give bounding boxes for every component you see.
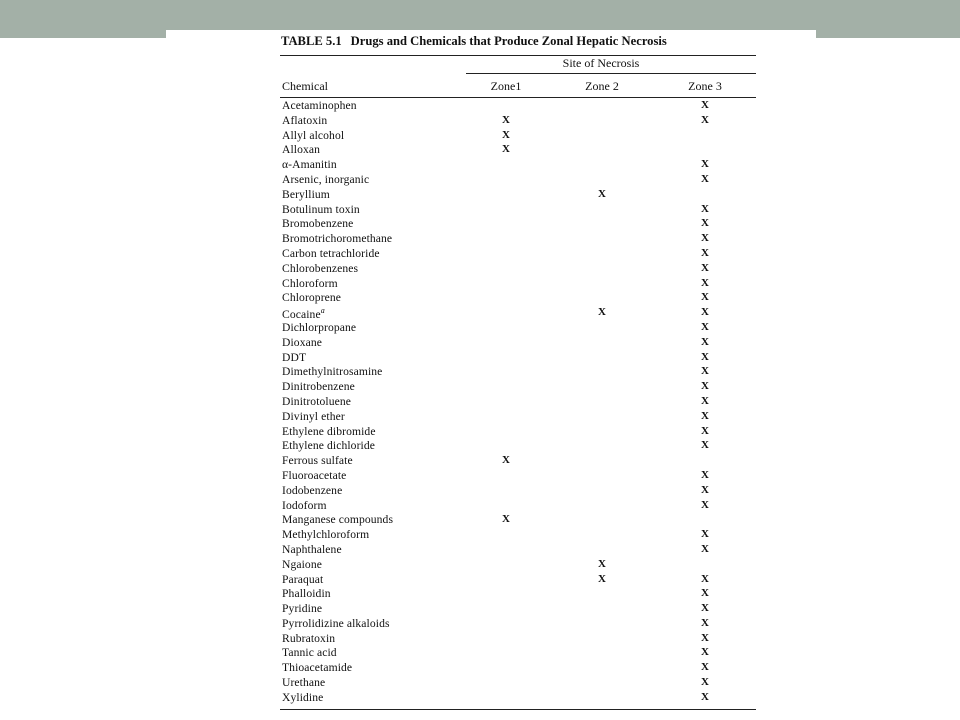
chemical-name: Ferrous sulfate xyxy=(282,454,353,468)
table-row xyxy=(166,617,816,632)
table-row xyxy=(166,291,816,306)
zone3-mark: X xyxy=(701,320,709,333)
zone3-mark: X xyxy=(701,365,709,378)
chemical-name: Chloroform xyxy=(282,276,338,290)
chemical-name: Bromotrichoromethane xyxy=(282,232,393,246)
zone3-mark: X xyxy=(701,439,709,452)
column-header-zone2: Zone 2 xyxy=(585,79,619,93)
table-row xyxy=(166,188,816,203)
chemical-name: Allyl alcohol xyxy=(282,128,345,142)
zone3-mark: X xyxy=(701,587,709,600)
chemical-name: Pyridine xyxy=(282,602,323,616)
chemical-name: Ethylene dichloride xyxy=(282,439,376,453)
chemical-name: Chlorobenzenes xyxy=(282,261,359,275)
zone3-mark: X xyxy=(701,202,709,215)
zone3-mark: X xyxy=(701,409,709,422)
chemical-name: Paraquat xyxy=(282,572,324,586)
zone3-mark: X xyxy=(701,158,709,171)
chemical-name: Manganese compounds xyxy=(282,513,394,527)
table-bottom-rule xyxy=(280,709,756,710)
table-row xyxy=(166,99,816,114)
zone2-mark: X xyxy=(598,306,606,319)
zone1-mark: X xyxy=(502,454,510,467)
chemical-name: Chloroprene xyxy=(282,291,342,305)
chemical-name: Rubratoxin xyxy=(282,631,336,645)
chemical-name: Arsenic, inorganic xyxy=(282,172,370,186)
table-row xyxy=(166,439,816,454)
zone1-mark: X xyxy=(502,113,510,126)
table-row xyxy=(166,543,816,558)
table-row xyxy=(166,277,816,292)
zone3-mark: X xyxy=(701,542,709,555)
table-row xyxy=(166,336,816,351)
table-row xyxy=(166,573,816,588)
chemical-name: Dimethylnitrosamine xyxy=(282,365,383,379)
zone3-mark: X xyxy=(701,350,709,363)
chemical-name: Aflatoxin xyxy=(282,113,328,127)
table-row xyxy=(166,114,816,129)
table-number: TABLE 5.1 xyxy=(281,34,342,48)
chemical-name: Tannic acid xyxy=(282,646,337,660)
chemical-name: DDT xyxy=(282,350,307,364)
zone3-mark: X xyxy=(701,113,709,126)
chemical-name: Alloxan xyxy=(282,143,321,157)
zone3-mark: X xyxy=(701,232,709,245)
table-row xyxy=(166,676,816,691)
table-row xyxy=(166,484,816,499)
zone3-mark: X xyxy=(701,335,709,348)
zone1-mark: X xyxy=(502,143,510,156)
table-row xyxy=(166,173,816,188)
table-row xyxy=(166,691,816,706)
table-row xyxy=(166,262,816,277)
table-row xyxy=(166,203,816,218)
chemical-name: Thioacetamide xyxy=(282,661,353,675)
zone3-mark: X xyxy=(701,528,709,541)
zone3-mark: X xyxy=(701,483,709,496)
table-row xyxy=(166,425,816,440)
table-row xyxy=(166,632,816,647)
zone3-mark: X xyxy=(701,246,709,259)
table-row xyxy=(166,646,816,661)
chemical-name: Dioxane xyxy=(282,335,322,349)
column-header-chemical: Chemical xyxy=(282,79,328,93)
table-row xyxy=(166,232,816,247)
table-row xyxy=(166,513,816,528)
table-row xyxy=(166,217,816,232)
zone3-mark: X xyxy=(701,572,709,585)
table-row xyxy=(166,351,816,366)
zone3-mark: X xyxy=(701,380,709,393)
chemical-name: Dinitrobenzene xyxy=(282,380,355,394)
table-row xyxy=(166,247,816,262)
table-row xyxy=(166,410,816,425)
chemical-name: Fluoroacetate xyxy=(282,468,347,482)
zone3-mark: X xyxy=(701,690,709,703)
table-title: Drugs and Chemicals that Produce Zonal Hepatic Necrosis xyxy=(350,34,667,48)
chemical-name: Urethane xyxy=(282,676,326,690)
table-row xyxy=(166,321,816,336)
table-row xyxy=(166,587,816,602)
zone3-mark: X xyxy=(701,261,709,274)
footnote-marker: a xyxy=(320,306,325,316)
table-row xyxy=(166,365,816,380)
zone3-mark: X xyxy=(701,276,709,289)
zone3-mark: X xyxy=(701,172,709,185)
table-row xyxy=(166,129,816,144)
chemical-name: Ngaione xyxy=(282,557,322,571)
site-of-necrosis-header: Site of Necrosis xyxy=(562,56,640,70)
chemical-name: Xylidine xyxy=(282,690,324,704)
table-row xyxy=(166,469,816,484)
chemical-name: Divinyl ether xyxy=(282,409,345,423)
zone3-mark: X xyxy=(701,424,709,437)
table-body xyxy=(166,99,816,706)
table-row xyxy=(166,306,816,321)
zone3-mark: X xyxy=(701,646,709,659)
zone3-mark: X xyxy=(701,631,709,644)
chemical-name: Phalloidin xyxy=(282,587,331,601)
table-row xyxy=(166,395,816,410)
chemical-name: Cocaine$^a$ xyxy=(282,306,325,322)
zone3-mark: X xyxy=(701,99,709,111)
column-header-zone3: Zone 3 xyxy=(688,79,722,93)
table-row xyxy=(166,143,816,158)
spanner-rule xyxy=(466,73,756,74)
chemical-name: Dinitrotoluene xyxy=(282,394,352,408)
column-header-zone1: Zone1 xyxy=(490,79,522,93)
chemical-name: Acetaminophen xyxy=(282,99,357,112)
chemical-name: Dichlorpropane xyxy=(282,320,357,334)
chemical-name: Botulinum toxin xyxy=(282,202,360,216)
zone3-mark: X xyxy=(701,217,709,230)
zone3-mark: X xyxy=(701,661,709,674)
table-row xyxy=(166,528,816,543)
zone1-mark: X xyxy=(502,513,510,526)
table-row xyxy=(166,661,816,676)
table-document xyxy=(166,30,816,720)
chemical-name: Naphthalene xyxy=(282,542,342,556)
header-rule xyxy=(280,97,756,98)
zone2-mark: X xyxy=(598,557,606,570)
zone3-mark: X xyxy=(701,616,709,629)
chemical-name: Methylchloroform xyxy=(282,528,370,542)
zone2-mark: X xyxy=(598,572,606,585)
zone3-mark: X xyxy=(701,468,709,481)
zone3-mark: X xyxy=(701,602,709,615)
table-row xyxy=(166,158,816,173)
chemical-name: Bromobenzene xyxy=(282,217,354,231)
zone3-mark: X xyxy=(701,394,709,407)
table-row xyxy=(166,558,816,573)
chemical-name: Iodoform xyxy=(282,498,327,512)
chemical-name: Pyrrolidizine alkaloids xyxy=(282,616,390,630)
zone3-mark: X xyxy=(701,306,709,319)
table-caption xyxy=(281,34,667,49)
zone3-mark: X xyxy=(701,676,709,689)
zone2-mark: X xyxy=(598,187,606,200)
zone1-mark: X xyxy=(502,128,510,141)
table-row xyxy=(166,602,816,617)
zone3-mark: X xyxy=(701,498,709,511)
table-row xyxy=(166,499,816,514)
table-row xyxy=(166,380,816,395)
chemical-name: Iodobenzene xyxy=(282,483,343,497)
chemical-name: Carbon tetrachloride xyxy=(282,246,380,260)
table-row xyxy=(166,454,816,469)
chemical-name: α-Amanitin xyxy=(282,158,337,172)
chemical-name: Ethylene dibromide xyxy=(282,424,376,438)
zone3-mark: X xyxy=(701,291,709,304)
chemical-name: Beryllium xyxy=(282,187,330,201)
